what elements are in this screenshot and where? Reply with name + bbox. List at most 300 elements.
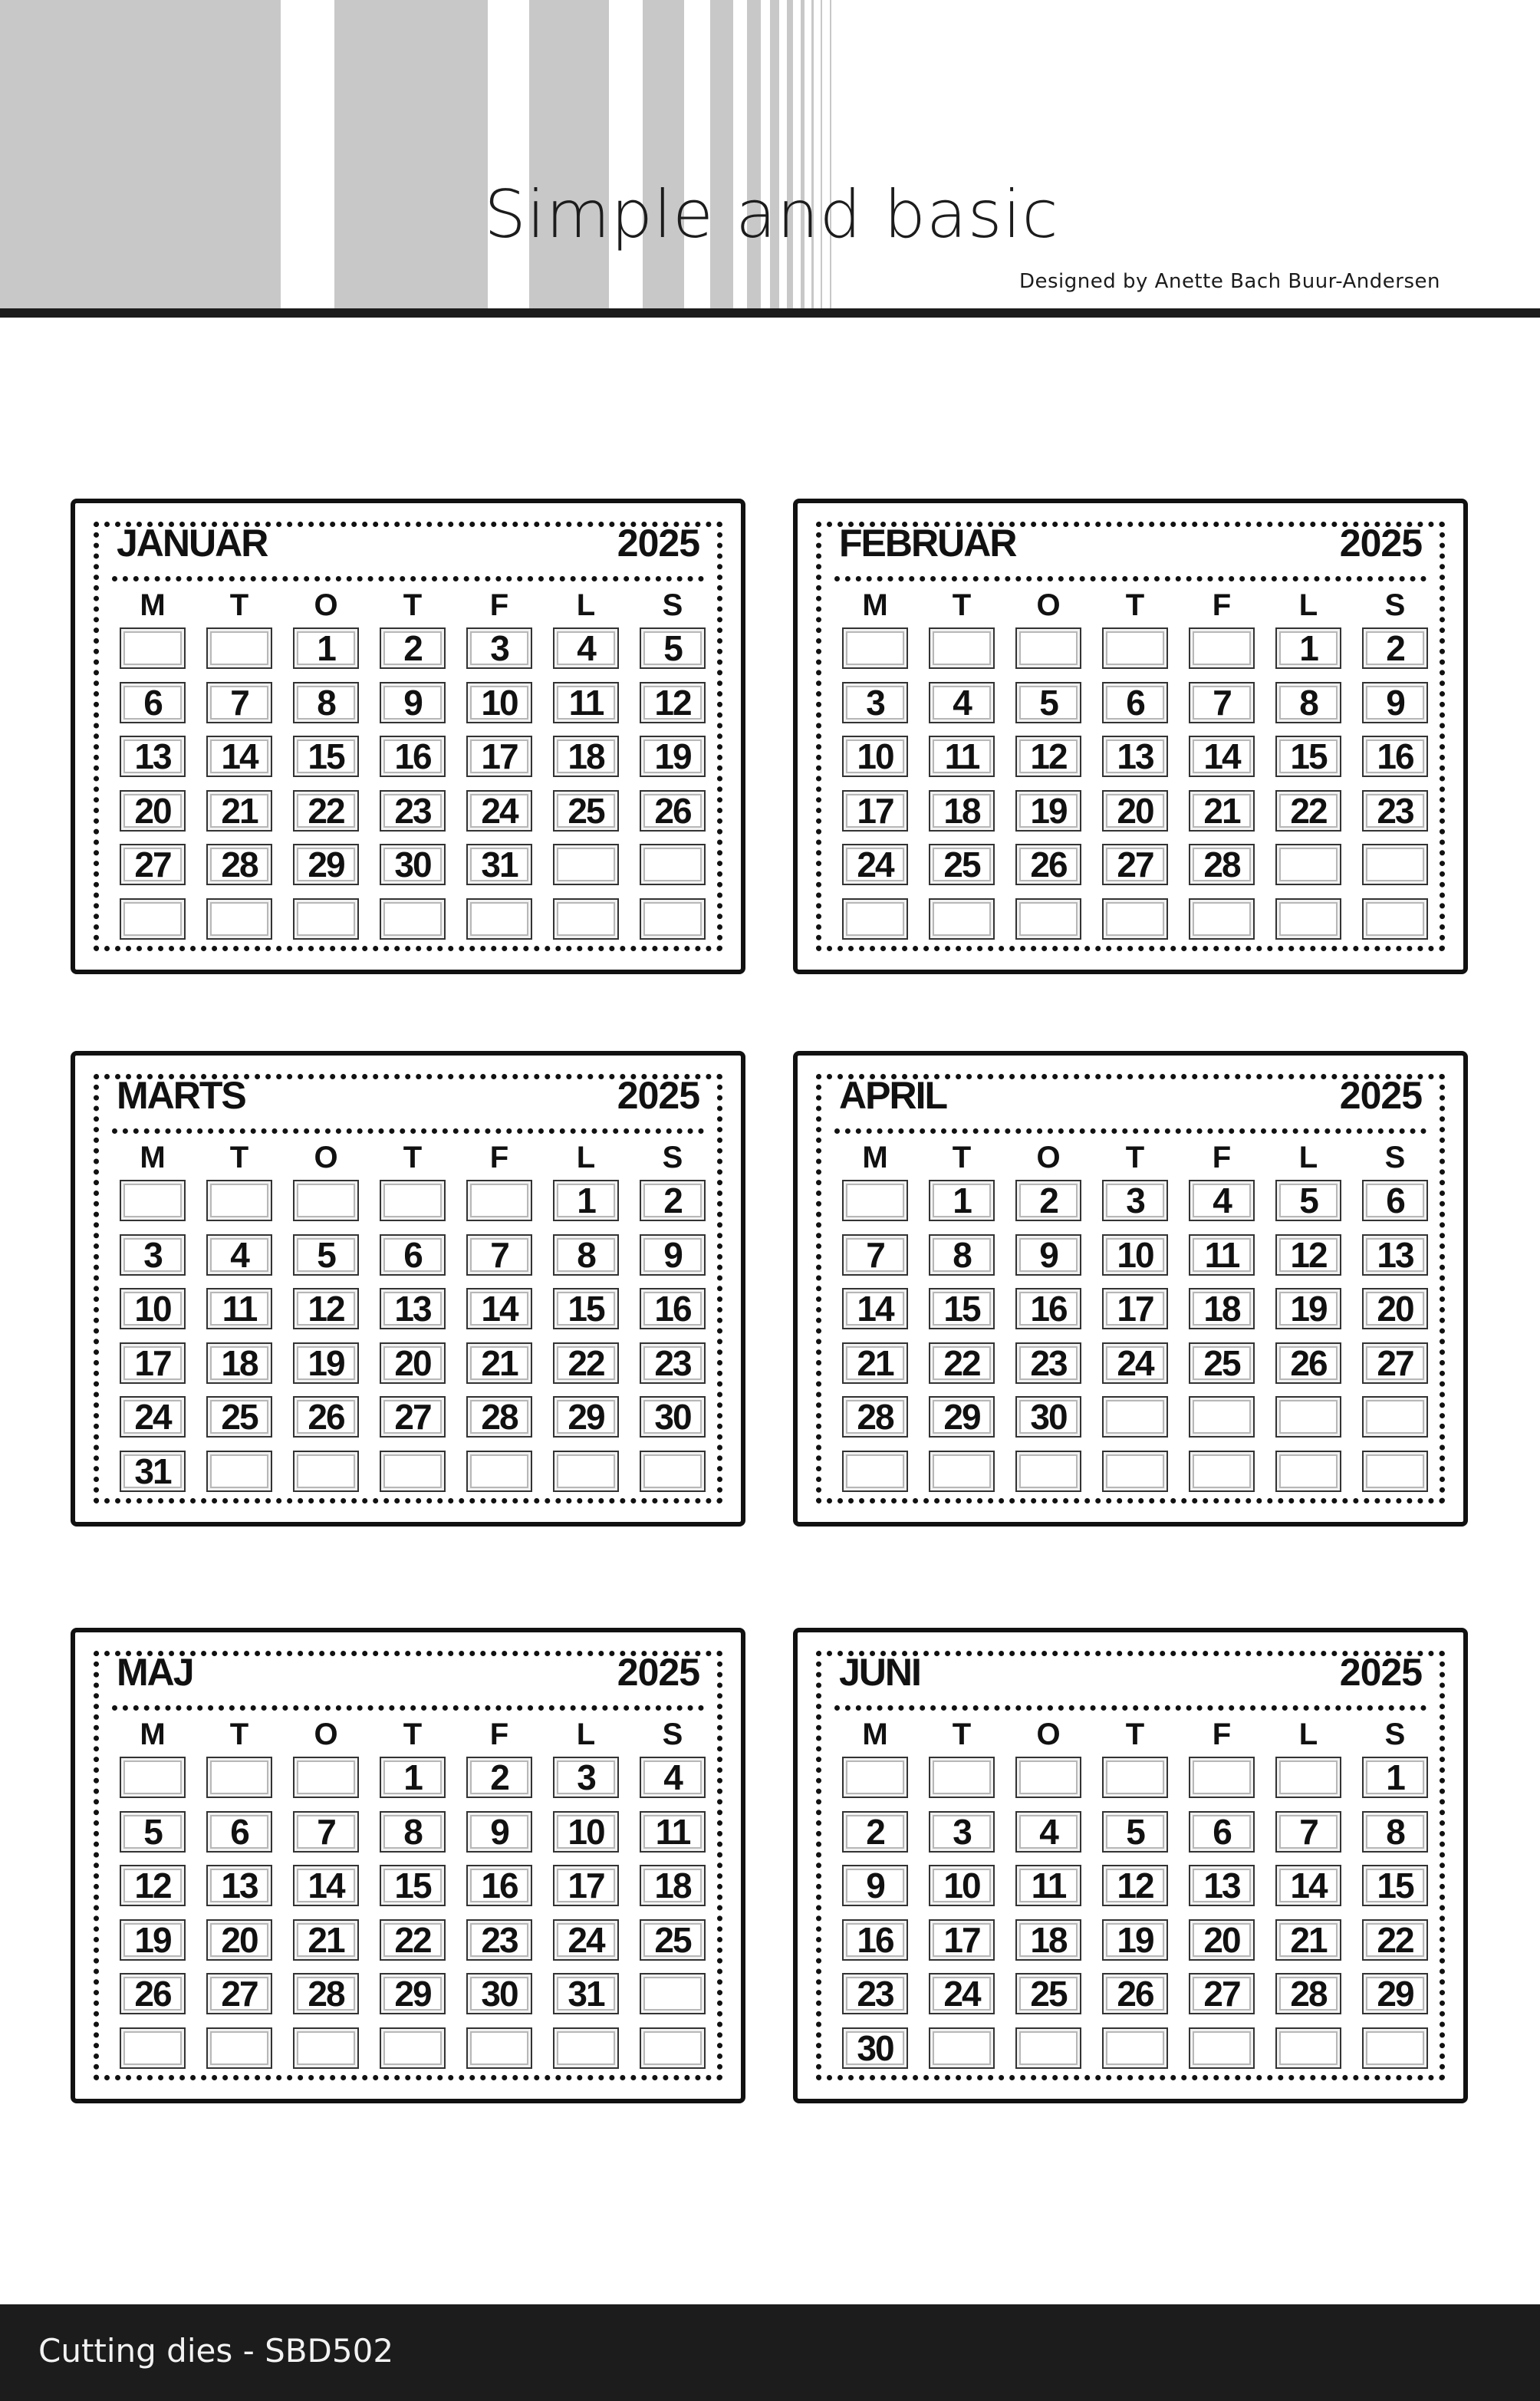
month-name: JUNI bbox=[839, 1651, 920, 1694]
day-cell bbox=[1189, 1451, 1255, 1492]
day-cell: 3 bbox=[553, 1757, 619, 1798]
day-cell: 4 bbox=[1189, 1180, 1255, 1221]
day-cell: 12 bbox=[1102, 1865, 1168, 1906]
weekday-label: T bbox=[1125, 588, 1145, 622]
day-cell bbox=[842, 1451, 908, 1492]
day-cell: 21 bbox=[293, 1919, 359, 1961]
day-cell bbox=[640, 1973, 706, 2014]
day-cell bbox=[1189, 1757, 1255, 1798]
decor-stripe bbox=[643, 0, 684, 308]
day-cell: 27 bbox=[120, 844, 186, 885]
day-cell: 17 bbox=[466, 736, 532, 777]
day-cell bbox=[553, 1451, 619, 1492]
day-cell: 1 bbox=[1275, 627, 1341, 669]
day-cell bbox=[553, 2027, 619, 2069]
day-cell: 16 bbox=[1015, 1288, 1081, 1329]
day-cell: 25 bbox=[1189, 1342, 1255, 1384]
day-cell bbox=[120, 1757, 186, 1798]
day-cell bbox=[206, 1451, 272, 1492]
day-cell: 27 bbox=[1362, 1342, 1428, 1384]
day-cell: 12 bbox=[120, 1865, 186, 1906]
decor-stripe bbox=[787, 0, 793, 308]
day-cell: 2 bbox=[842, 1811, 908, 1853]
day-cell bbox=[929, 1757, 995, 1798]
day-cell: 5 bbox=[293, 1234, 359, 1276]
day-cell bbox=[1189, 1396, 1255, 1438]
header-dotted-rule bbox=[834, 1128, 1426, 1134]
day-cell bbox=[293, 1451, 359, 1492]
weekday-label: L bbox=[576, 1718, 596, 1751]
day-cell: 9 bbox=[380, 682, 446, 723]
weekday-label: S bbox=[662, 1718, 683, 1751]
weekday-label: L bbox=[576, 588, 596, 622]
day-cell: 24 bbox=[1102, 1342, 1168, 1384]
day-cell: 21 bbox=[206, 790, 272, 832]
weekday-label: T bbox=[229, 588, 249, 622]
day-cell: 29 bbox=[553, 1396, 619, 1438]
day-cell bbox=[466, 1180, 532, 1221]
day-cell: 11 bbox=[553, 682, 619, 723]
day-cell bbox=[1275, 2027, 1341, 2069]
day-cell: 8 bbox=[380, 1811, 446, 1853]
day-cell bbox=[1102, 1396, 1168, 1438]
day-cell: 10 bbox=[842, 736, 908, 777]
day-cell: 11 bbox=[929, 736, 995, 777]
product-label: Cutting dies - SBD502 bbox=[38, 2332, 394, 2370]
header-dotted-rule bbox=[112, 1705, 704, 1711]
day-cell: 19 bbox=[1275, 1288, 1341, 1329]
day-cell: 5 bbox=[1015, 682, 1081, 723]
day-cell bbox=[1275, 898, 1341, 940]
day-cell: 30 bbox=[466, 1973, 532, 2014]
weekday-label: T bbox=[1125, 1141, 1145, 1174]
day-cell bbox=[842, 898, 908, 940]
day-cell: 23 bbox=[466, 1919, 532, 1961]
day-cell bbox=[380, 898, 446, 940]
day-cell: 7 bbox=[293, 1811, 359, 1853]
weekday-label: F bbox=[489, 588, 509, 622]
day-cell: 12 bbox=[1275, 1234, 1341, 1276]
day-cell: 27 bbox=[206, 1973, 272, 2014]
day-cell bbox=[120, 1180, 186, 1221]
day-cell bbox=[640, 844, 706, 885]
day-cell: 18 bbox=[640, 1865, 706, 1906]
day-cell: 17 bbox=[553, 1865, 619, 1906]
decor-stripe bbox=[710, 0, 733, 308]
day-cell bbox=[1362, 1396, 1428, 1438]
header-divider bbox=[0, 308, 1540, 318]
brand-title: Simple and basic bbox=[484, 176, 1059, 253]
day-cell bbox=[1275, 1396, 1341, 1438]
weekday-label: O bbox=[1036, 1718, 1061, 1751]
day-cell bbox=[553, 898, 619, 940]
weekday-label: S bbox=[662, 588, 683, 622]
day-cell: 28 bbox=[206, 844, 272, 885]
weekday-label: F bbox=[489, 1141, 509, 1174]
day-cell: 12 bbox=[640, 682, 706, 723]
day-cell: 21 bbox=[466, 1342, 532, 1384]
day-cell bbox=[466, 1451, 532, 1492]
day-cell: 29 bbox=[380, 1973, 446, 2014]
day-cell: 31 bbox=[553, 1973, 619, 2014]
day-cell bbox=[466, 898, 532, 940]
day-cell: 9 bbox=[466, 1811, 532, 1853]
header-dotted-rule bbox=[112, 576, 704, 581]
day-cell: 13 bbox=[1362, 1234, 1428, 1276]
day-cell bbox=[1189, 2027, 1255, 2069]
day-cell: 15 bbox=[1275, 736, 1341, 777]
day-cell: 13 bbox=[1102, 736, 1168, 777]
day-cell: 29 bbox=[293, 844, 359, 885]
day-cell: 17 bbox=[842, 790, 908, 832]
day-cell: 6 bbox=[1189, 1811, 1255, 1853]
day-cell: 12 bbox=[1015, 736, 1081, 777]
day-cell: 8 bbox=[1275, 682, 1341, 723]
day-cell bbox=[293, 898, 359, 940]
day-cell: 25 bbox=[1015, 1973, 1081, 2014]
weekday-label: L bbox=[576, 1141, 596, 1174]
day-cell: 2 bbox=[1015, 1180, 1081, 1221]
weekday-label: T bbox=[1125, 1718, 1145, 1751]
day-cell: 28 bbox=[1189, 844, 1255, 885]
weekday-label: O bbox=[314, 1141, 338, 1174]
day-cell: 26 bbox=[1015, 844, 1081, 885]
day-cell: 22 bbox=[293, 790, 359, 832]
day-cell: 9 bbox=[842, 1865, 908, 1906]
header-banner bbox=[0, 0, 1540, 308]
day-cell: 2 bbox=[380, 627, 446, 669]
day-cell bbox=[640, 898, 706, 940]
day-cell: 20 bbox=[1362, 1288, 1428, 1329]
decor-stripe bbox=[811, 0, 814, 308]
day-cell: 6 bbox=[1102, 682, 1168, 723]
day-cell: 1 bbox=[929, 1180, 995, 1221]
day-cell: 5 bbox=[120, 1811, 186, 1853]
decor-stripe bbox=[801, 0, 805, 308]
weekday-label: F bbox=[1212, 1718, 1232, 1751]
day-cell: 19 bbox=[640, 736, 706, 777]
weekday-label: S bbox=[662, 1141, 683, 1174]
day-cell: 1 bbox=[1362, 1757, 1428, 1798]
day-cell: 18 bbox=[1189, 1288, 1255, 1329]
day-cell: 3 bbox=[1102, 1180, 1168, 1221]
month-calendar bbox=[793, 1051, 1468, 1527]
day-cell: 5 bbox=[640, 627, 706, 669]
header-dotted-rule bbox=[834, 576, 1426, 581]
month-name: APRIL bbox=[839, 1074, 946, 1117]
month-name: JANUAR bbox=[117, 522, 268, 565]
weekday-label: S bbox=[1384, 1141, 1406, 1174]
year-label: 2025 bbox=[617, 1074, 699, 1117]
header-dotted-rule bbox=[834, 1705, 1426, 1711]
day-cell: 24 bbox=[929, 1973, 995, 2014]
day-cell: 18 bbox=[929, 790, 995, 832]
day-cell: 20 bbox=[1189, 1919, 1255, 1961]
day-cell bbox=[1362, 1451, 1428, 1492]
day-cell: 7 bbox=[842, 1234, 908, 1276]
day-cell: 7 bbox=[466, 1234, 532, 1276]
weekday-label: T bbox=[952, 1718, 972, 1751]
day-cell: 6 bbox=[206, 1811, 272, 1853]
day-cell: 23 bbox=[380, 790, 446, 832]
weekday-label: T bbox=[403, 1718, 423, 1751]
day-cell bbox=[1015, 898, 1081, 940]
day-cell: 15 bbox=[293, 736, 359, 777]
day-cell: 1 bbox=[293, 627, 359, 669]
weekday-label: M bbox=[140, 588, 166, 622]
day-cell bbox=[1102, 1451, 1168, 1492]
day-cell: 15 bbox=[1362, 1865, 1428, 1906]
day-cell: 12 bbox=[293, 1288, 359, 1329]
weekday-label: M bbox=[140, 1718, 166, 1751]
day-cell: 22 bbox=[1275, 790, 1341, 832]
month-calendar bbox=[71, 1051, 745, 1527]
day-cell: 19 bbox=[120, 1919, 186, 1961]
year-label: 2025 bbox=[617, 522, 699, 565]
day-cell: 19 bbox=[1015, 790, 1081, 832]
day-cell: 31 bbox=[466, 844, 532, 885]
day-cell: 8 bbox=[929, 1234, 995, 1276]
weekday-label: L bbox=[1298, 588, 1318, 622]
day-cell: 2 bbox=[640, 1180, 706, 1221]
day-cell bbox=[1362, 844, 1428, 885]
weekday-label: M bbox=[862, 588, 888, 622]
decor-stripe bbox=[747, 0, 761, 308]
day-cell: 10 bbox=[929, 1865, 995, 1906]
year-label: 2025 bbox=[1339, 1651, 1422, 1694]
day-cell bbox=[120, 627, 186, 669]
footer-bar bbox=[0, 2304, 1540, 2401]
weekday-label: S bbox=[1384, 1718, 1406, 1751]
day-cell bbox=[929, 1451, 995, 1492]
day-cell: 9 bbox=[1015, 1234, 1081, 1276]
day-cell: 4 bbox=[640, 1757, 706, 1798]
day-cell: 24 bbox=[466, 790, 532, 832]
decor-stripe bbox=[830, 0, 831, 308]
decor-stripe bbox=[0, 0, 281, 308]
day-cell bbox=[1015, 627, 1081, 669]
day-cell: 7 bbox=[206, 682, 272, 723]
day-cell: 11 bbox=[206, 1288, 272, 1329]
day-cell: 13 bbox=[380, 1288, 446, 1329]
day-cell: 26 bbox=[1102, 1973, 1168, 2014]
weekday-label: M bbox=[140, 1141, 166, 1174]
day-cell: 17 bbox=[929, 1919, 995, 1961]
day-cell: 25 bbox=[929, 844, 995, 885]
day-cell bbox=[1102, 1757, 1168, 1798]
day-cell: 4 bbox=[206, 1234, 272, 1276]
day-cell: 26 bbox=[640, 790, 706, 832]
day-cell: 10 bbox=[466, 682, 532, 723]
day-cell bbox=[293, 1757, 359, 1798]
day-cell: 8 bbox=[293, 682, 359, 723]
day-cell: 25 bbox=[553, 790, 619, 832]
day-cell: 3 bbox=[842, 682, 908, 723]
day-cell: 20 bbox=[120, 790, 186, 832]
day-cell bbox=[640, 1451, 706, 1492]
day-cell: 13 bbox=[1189, 1865, 1255, 1906]
day-cell bbox=[206, 627, 272, 669]
day-cell bbox=[929, 627, 995, 669]
day-cell bbox=[1189, 898, 1255, 940]
weekday-label: L bbox=[1298, 1141, 1318, 1174]
day-cell: 18 bbox=[1015, 1919, 1081, 1961]
weekday-label: L bbox=[1298, 1718, 1318, 1751]
day-cell: 3 bbox=[929, 1811, 995, 1853]
day-cell bbox=[929, 898, 995, 940]
day-cell: 9 bbox=[1362, 682, 1428, 723]
day-cell: 16 bbox=[842, 1919, 908, 1961]
header-dotted-rule bbox=[112, 1128, 704, 1134]
day-cell: 15 bbox=[929, 1288, 995, 1329]
weekday-label: F bbox=[1212, 588, 1232, 622]
weekday-label: F bbox=[489, 1718, 509, 1751]
day-cell bbox=[1362, 898, 1428, 940]
weekday-label: T bbox=[229, 1141, 249, 1174]
day-cell: 30 bbox=[380, 844, 446, 885]
day-cell: 6 bbox=[1362, 1180, 1428, 1221]
day-cell bbox=[553, 844, 619, 885]
day-cell: 1 bbox=[380, 1757, 446, 1798]
day-cell: 22 bbox=[1362, 1919, 1428, 1961]
decor-stripe bbox=[334, 0, 488, 308]
day-cell: 25 bbox=[206, 1396, 272, 1438]
day-cell: 27 bbox=[380, 1396, 446, 1438]
day-cell: 26 bbox=[293, 1396, 359, 1438]
day-cell: 18 bbox=[206, 1342, 272, 1384]
day-cell bbox=[1015, 1757, 1081, 1798]
day-cell bbox=[466, 2027, 532, 2069]
day-cell: 23 bbox=[842, 1973, 908, 2014]
day-cell: 29 bbox=[1362, 1973, 1428, 2014]
year-label: 2025 bbox=[617, 1651, 699, 1694]
day-cell: 14 bbox=[842, 1288, 908, 1329]
day-cell bbox=[1015, 1451, 1081, 1492]
weekday-label: O bbox=[314, 588, 338, 622]
day-cell: 14 bbox=[1275, 1865, 1341, 1906]
day-cell: 19 bbox=[1102, 1919, 1168, 1961]
day-cell: 20 bbox=[206, 1919, 272, 1961]
day-cell: 9 bbox=[640, 1234, 706, 1276]
weekday-label: F bbox=[1212, 1141, 1232, 1174]
day-cell: 14 bbox=[206, 736, 272, 777]
day-cell: 4 bbox=[929, 682, 995, 723]
day-cell: 28 bbox=[293, 1973, 359, 2014]
day-cell: 2 bbox=[1362, 627, 1428, 669]
designer-credit: Designed by Anette Bach Buur-Andersen bbox=[1018, 270, 1440, 293]
day-cell: 21 bbox=[1189, 790, 1255, 832]
day-cell: 21 bbox=[1275, 1919, 1341, 1961]
day-cell bbox=[206, 2027, 272, 2069]
day-cell bbox=[120, 2027, 186, 2069]
day-cell bbox=[206, 1757, 272, 1798]
day-cell: 16 bbox=[466, 1865, 532, 1906]
day-cell: 8 bbox=[553, 1234, 619, 1276]
day-cell: 24 bbox=[120, 1396, 186, 1438]
day-cell bbox=[380, 1451, 446, 1492]
day-cell: 19 bbox=[293, 1342, 359, 1384]
day-cell bbox=[929, 2027, 995, 2069]
day-cell: 26 bbox=[1275, 1342, 1341, 1384]
day-cell: 28 bbox=[842, 1396, 908, 1438]
day-cell: 24 bbox=[842, 844, 908, 885]
day-cell: 10 bbox=[553, 1811, 619, 1853]
day-cell: 4 bbox=[1015, 1811, 1081, 1853]
day-cell: 7 bbox=[1275, 1811, 1341, 1853]
decor-stripe bbox=[821, 0, 822, 308]
weekday-label: O bbox=[1036, 1141, 1061, 1174]
weekday-label: S bbox=[1384, 588, 1406, 622]
day-cell bbox=[1275, 844, 1341, 885]
decor-stripe bbox=[770, 0, 779, 308]
day-cell: 21 bbox=[842, 1342, 908, 1384]
day-cell: 15 bbox=[380, 1865, 446, 1906]
day-cell: 10 bbox=[120, 1288, 186, 1329]
month-calendar bbox=[793, 499, 1468, 974]
day-cell: 3 bbox=[466, 627, 532, 669]
weekday-label: T bbox=[403, 1141, 423, 1174]
month-name: MARTS bbox=[117, 1074, 245, 1117]
weekday-label: M bbox=[862, 1141, 888, 1174]
day-cell: 24 bbox=[553, 1919, 619, 1961]
day-cell: 31 bbox=[120, 1451, 186, 1492]
year-label: 2025 bbox=[1339, 522, 1422, 565]
day-cell: 3 bbox=[120, 1234, 186, 1276]
day-cell bbox=[1275, 1451, 1341, 1492]
day-cell: 15 bbox=[553, 1288, 619, 1329]
day-cell: 14 bbox=[293, 1865, 359, 1906]
day-cell: 16 bbox=[640, 1288, 706, 1329]
day-cell: 6 bbox=[380, 1234, 446, 1276]
day-cell: 27 bbox=[1102, 844, 1168, 885]
day-cell: 11 bbox=[640, 1811, 706, 1853]
day-cell: 6 bbox=[120, 682, 186, 723]
day-cell: 30 bbox=[640, 1396, 706, 1438]
day-cell: 30 bbox=[842, 2027, 908, 2069]
day-cell: 7 bbox=[1189, 682, 1255, 723]
weekday-label: T bbox=[952, 588, 972, 622]
day-cell: 16 bbox=[1362, 736, 1428, 777]
day-cell: 11 bbox=[1189, 1234, 1255, 1276]
day-cell bbox=[206, 1180, 272, 1221]
day-cell: 14 bbox=[466, 1288, 532, 1329]
weekday-label: T bbox=[229, 1718, 249, 1751]
day-cell: 4 bbox=[553, 627, 619, 669]
day-cell bbox=[1102, 898, 1168, 940]
month-calendar bbox=[71, 499, 745, 974]
day-cell bbox=[120, 898, 186, 940]
day-cell: 25 bbox=[640, 1919, 706, 1961]
day-cell bbox=[1015, 2027, 1081, 2069]
day-cell: 17 bbox=[1102, 1288, 1168, 1329]
day-cell: 13 bbox=[120, 736, 186, 777]
day-cell: 27 bbox=[1189, 1973, 1255, 2014]
day-cell bbox=[293, 2027, 359, 2069]
month-calendar bbox=[71, 1628, 745, 2103]
weekday-label: O bbox=[314, 1718, 338, 1751]
day-cell: 22 bbox=[553, 1342, 619, 1384]
day-cell bbox=[206, 898, 272, 940]
day-cell: 1 bbox=[553, 1180, 619, 1221]
month-name: MAJ bbox=[117, 1651, 193, 1694]
day-cell bbox=[293, 1180, 359, 1221]
day-cell bbox=[1189, 627, 1255, 669]
day-cell: 10 bbox=[1102, 1234, 1168, 1276]
weekday-label: M bbox=[862, 1718, 888, 1751]
day-cell: 28 bbox=[1275, 1973, 1341, 2014]
day-cell bbox=[380, 2027, 446, 2069]
year-label: 2025 bbox=[1339, 1074, 1422, 1117]
